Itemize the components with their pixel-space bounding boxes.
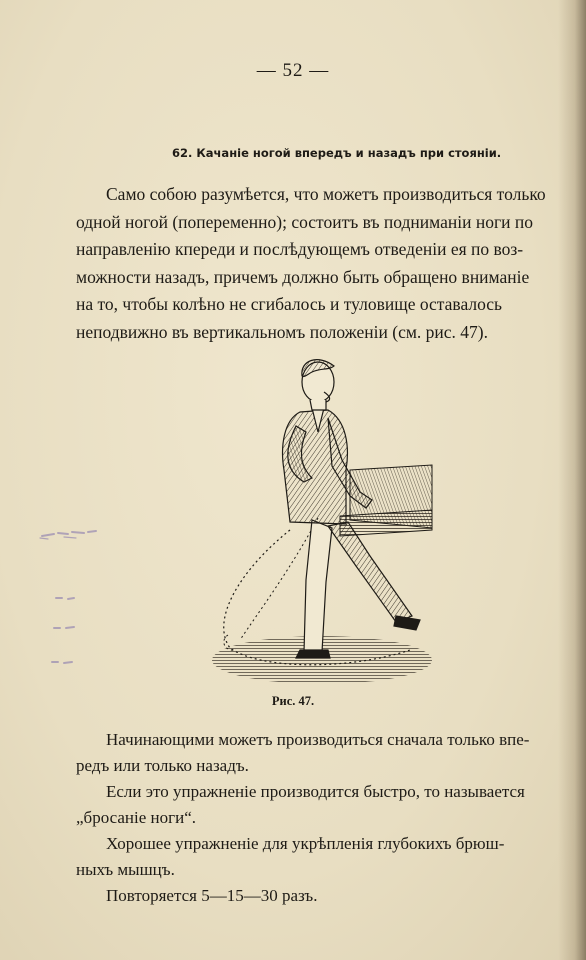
table: [340, 465, 432, 536]
text-line: Начинающими можетъ производиться сначала только впе-: [106, 730, 530, 749]
page-number: — 52 —: [256, 60, 330, 81]
text-line: Если это упражненіе производится быстро, то называется: [106, 782, 525, 801]
engraving-figure-47: [200, 350, 440, 690]
figure-caption: Рис. 47.: [271, 694, 315, 708]
text-line: Хорошее упражненіе для укрѣпленія глубокихъ брюш-: [106, 834, 505, 853]
head: [302, 360, 334, 410]
library-stamp-marks: [34, 520, 114, 670]
text-line: Повторяется 5—15—30 разъ.: [106, 886, 318, 905]
paragraph-line: на то, чтобы колѣно не сгибалось и туловище оставалось: [76, 294, 503, 314]
paragraph-line: Само собою разумѣется, что можетъ производиться только: [106, 184, 546, 204]
paragraph-line: можности назадъ, причемъ должно быть обращено вниманіе: [76, 266, 530, 287]
text-line: ныхъ мышцъ.: [76, 860, 175, 879]
section-heading: 62. Качаніе ногой впередъ и назадъ при стояніи.: [172, 146, 502, 160]
text-line: „бросаніе ноги“.: [76, 808, 196, 827]
paragraph-line: одной ногой (попеременно); состоитъ въ подниманіи ноги по: [76, 211, 533, 232]
paragraph-line: направленію кпереди и послѣдующемъ отведеніи ея по воз-: [76, 239, 524, 259]
paragraph-1: [76, 181, 562, 346]
text-line: редъ или только назадъ.: [76, 756, 249, 775]
legs: [296, 520, 420, 658]
paragraph-line: неподвижно въ вертикальномъ положеніи (см. рис. 47).: [76, 321, 489, 342]
lower-text: [76, 727, 566, 909]
